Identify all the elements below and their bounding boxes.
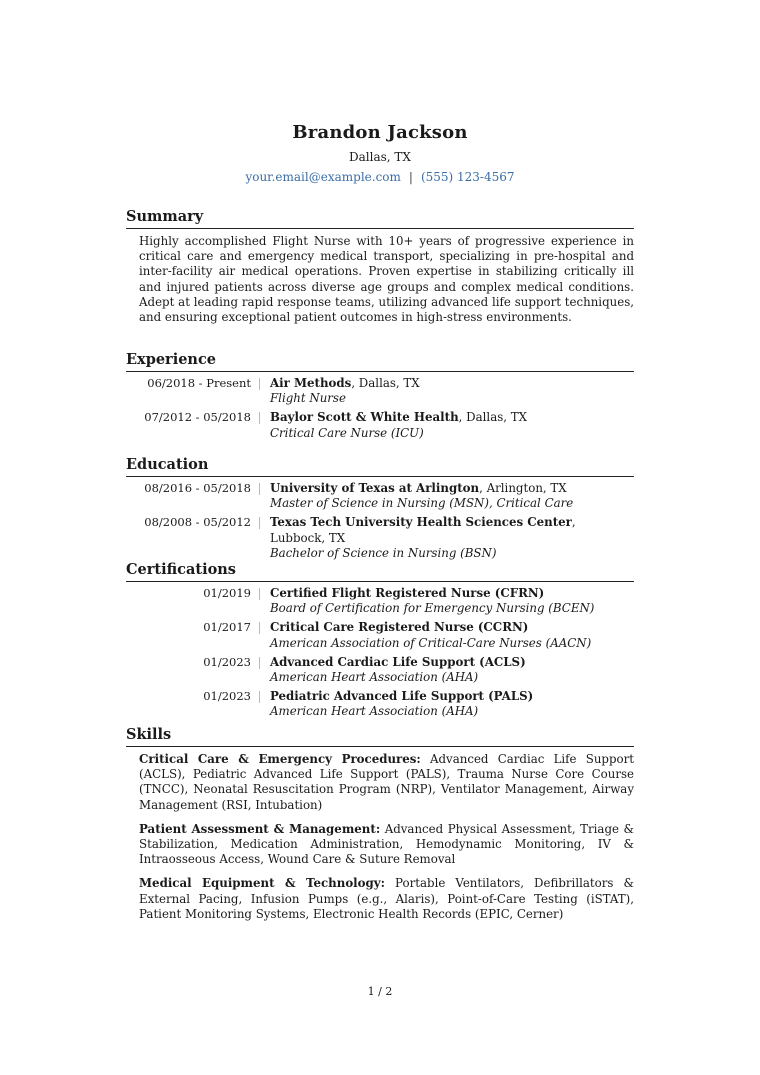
resume-header (0, 121, 760, 185)
entry-org: Pediatric Advanced Life Support (PALS) (270, 689, 534, 704)
entry-org: Air Methods (270, 376, 352, 390)
skill-category: Medical Equipment & Technology: (139, 876, 385, 891)
entry-date: 06/2018 - Present (147, 376, 251, 390)
entry-divider (259, 657, 260, 669)
education-entry (139, 515, 634, 561)
education-title: Education (126, 456, 634, 477)
entry-org: Texas Tech University Health Sciences Center (270, 515, 572, 530)
email-link[interactable]: your.email@example.com (245, 170, 401, 184)
candidate-name: Brandon Jackson (292, 122, 468, 143)
skills-section (126, 726, 634, 922)
skill-category: Critical Care & Emergency Procedures: (139, 752, 421, 766)
entry-date: 07/2012 - 05/2018 (144, 410, 251, 425)
skill-list: Advanced Cardiac Life Support (ACLS), Pediatric Advanced Life Support (PALS), Trauma Nurse Core Course (TNCC), Neonatal Resuscitation Program (NRP), Ventilator Management, Airway Management (RSI, Intubation) (139, 752, 635, 812)
phone-link[interactable]: (555) 123-4567 (420, 170, 515, 184)
entry-issuer: American Association of Critical-Care Nurses (AACN) (270, 635, 592, 650)
entry-issuer: Board of Certification for Emergency Nursing (BCEN) (270, 601, 595, 616)
entry-issuer: American Heart Association (AHA) (270, 704, 479, 719)
entry-divider (259, 622, 260, 634)
entry-degree: Bachelor of Science in Nursing (BSN) (270, 545, 497, 560)
entry-org: Critical Care Registered Nurse (CCRN) (270, 620, 529, 635)
skill-list: Portable Ventilators, Defibrillators & External Pacing, Infusion Pumps (e.g., Alaris), Point-of-Care Testing (iSTAT), Patient Monitoring Systems, Electronic Health Records (EPIC, Cerner) (139, 876, 635, 921)
entry-role: Critical Care Nurse (ICU) (270, 425, 424, 440)
entry-divider (259, 483, 260, 495)
education-section (126, 456, 634, 561)
skill-group (139, 752, 634, 813)
skill-group (139, 822, 634, 868)
education-entry (139, 481, 634, 511)
skills-title: Skills (126, 726, 634, 747)
page-number: 1 / 2 (367, 985, 393, 998)
skill-list: Advanced Physical Assessment, Triage & Stabilization, Medication Administration, Hemodynamic Monitoring, IV & Intraosseous Access, Wound Care & Suture Removal (139, 821, 634, 867)
contact-separator: | (408, 170, 413, 184)
experience-title: Experience (126, 351, 634, 372)
entry-org: University of Texas at Arlington (270, 481, 480, 495)
entry-divider (259, 412, 260, 424)
certification-entry (139, 586, 634, 616)
entry-divider (259, 691, 260, 703)
entry-role: Flight Nurse (270, 391, 346, 406)
entry-date: 08/2016 - 05/2018 (144, 481, 251, 495)
entry-location: , Arlington, TX (479, 481, 567, 495)
entry-date: 08/2008 - 05/2012 (144, 515, 251, 530)
entry-org: Certified Flight Registered Nurse (CFRN) (270, 586, 545, 600)
experience-entry (139, 410, 634, 440)
candidate-location: Dallas, TX (349, 150, 411, 164)
certification-entry (139, 655, 634, 685)
entry-divider (259, 378, 260, 390)
skill-category: Patient Assessment & Management: (139, 821, 381, 836)
entry-issuer: American Heart Association (AHA) (270, 670, 479, 685)
certification-entry (139, 689, 634, 719)
entry-org: Advanced Cardiac Life Support (ACLS) (270, 654, 526, 669)
entry-org: Baylor Scott & White Health (270, 410, 459, 425)
entry-date: 01/2023 (203, 689, 251, 704)
entry-date: 01/2017 (203, 620, 251, 635)
experience-section (126, 351, 634, 441)
entry-degree: Master of Science in Nursing (MSN), Critical Care (270, 496, 574, 511)
summary-title: Summary (126, 208, 634, 229)
entry-location: , Dallas, TX (351, 376, 420, 390)
experience-entry (139, 376, 634, 406)
certification-entry (139, 620, 634, 650)
certifications-section (126, 561, 634, 720)
summary-text: Highly accomplished Flight Nurse with 10+ years of progressive experience in critical care and emergency medical transport, specializing in pre-hospital and inter-facility air medical operations. Proven expertise in stabilizing critically ill and injured patients across diverse age groups and complex medical conditions. Adept at leading rapid response teams, utilizing advanced life support techniques, and ensuring exceptional patient outcomes in high-stress environments. (139, 234, 634, 325)
entry-location: , Lubbock, TX (270, 515, 576, 545)
entry-divider (259, 588, 260, 600)
summary-section (126, 208, 634, 325)
entry-divider (259, 517, 260, 529)
certifications-title: Certifications (126, 561, 634, 582)
entry-date: 01/2019 (203, 586, 251, 600)
entry-location: , Dallas, TX (458, 410, 528, 425)
skill-group (139, 876, 634, 922)
contact-line (0, 169, 760, 185)
entry-date: 01/2023 (203, 654, 251, 669)
